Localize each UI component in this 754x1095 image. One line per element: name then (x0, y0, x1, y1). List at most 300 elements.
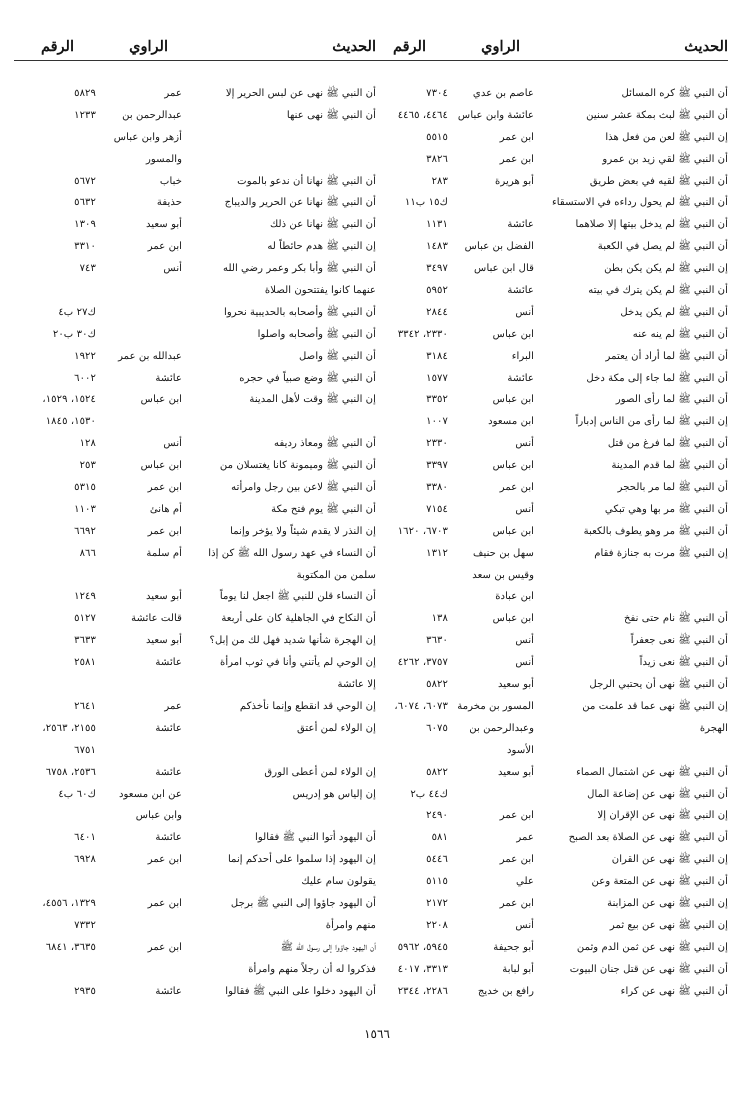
header-number: الرقم (40, 38, 74, 55)
hadith-number: ٢٨٤٤ (426, 306, 448, 318)
hadith-text: أن النبي ﷺ لم ينه عنه (632, 328, 728, 340)
header-narrator: الراوي (481, 38, 520, 55)
hadith-number: ٦٠٧٣، ٦٠٧٤، (394, 700, 448, 712)
hadith-number: ٢٩٣٥ (74, 985, 96, 997)
hadith-text: إن الوحي قد انقطع وإنما نأخذكم (239, 700, 376, 712)
hadith-number: ٢٦٤١ (74, 700, 96, 712)
narrator-name: أبو سعيد (145, 591, 182, 603)
hadith-number: ٣٣١٠ (74, 241, 96, 253)
index-row (14, 696, 376, 718)
hadith-rows (366, 83, 728, 1002)
index-row (14, 543, 376, 565)
hadith-text: أن النبي ﷺ لم يدخل بيتها إلا صلاهما (575, 219, 728, 231)
narrator-name: وعبدالرحمن بن (469, 722, 534, 734)
index-row (14, 192, 376, 214)
hadith-number: ١٤٨٣ (426, 241, 448, 253)
hadith-text: أن النكاح في الجاهلية كان على أربعة (221, 613, 376, 625)
hadith-text: أن النبي ﷺ لم يحول رداءه في الاستسقاء (552, 197, 728, 209)
narrator-name: عائشة (155, 832, 182, 844)
narrator-name: أم هانئ (149, 503, 182, 515)
hadith-text: أن النبي ﷺ نام حتى نفخ (623, 613, 728, 625)
narrator-name: علي (516, 876, 534, 888)
hadith-text: إن النذر لا يقدم شيئاً ولا يؤخر وإنما (230, 525, 376, 537)
hadith-text: أن اليهود دخلوا على النبي ﷺ فقالوا (225, 985, 376, 997)
hadith-text: يقولون سام عليك (301, 876, 376, 888)
index-row (366, 586, 728, 608)
hadith-number: ١٢٨ (79, 438, 96, 450)
index-row (14, 411, 376, 433)
hadith-number: ١٠٠٧ (426, 416, 448, 428)
index-row (14, 674, 376, 696)
narrator-name: عائشة (507, 372, 534, 384)
index-row (14, 171, 376, 193)
narrator-name: أم سلمة (146, 547, 182, 559)
index-row (366, 149, 728, 171)
column-header (366, 36, 728, 61)
narrator-name: ابن عمر (147, 897, 182, 909)
hadith-text: أن النبي ﷺ لما فرغ من قتل (607, 438, 728, 450)
hadith-text: أن اليهود جاؤوا إلى رسول الله ﷺ (280, 941, 376, 953)
hadith-number: ١٣٨ (431, 613, 448, 625)
hadith-text: أن النبي ﷺ لبث بمكة عشر سنين (586, 109, 728, 121)
index-row (366, 433, 728, 455)
index-row (366, 805, 728, 827)
hadith-number: ٥٩٤٥، ٥٩٦٢ (397, 941, 448, 953)
index-row (366, 83, 728, 105)
narrator-name: ابن عمر (499, 482, 534, 494)
hadith-number: ٨٦٦ (79, 547, 96, 559)
hadith-number: ١٢٣٣ (74, 109, 96, 121)
narrator-name: أنس (515, 438, 534, 450)
hadith-text: إن النبي ﷺ نهى عن المزابنة (607, 897, 728, 909)
hadith-number: ٦٠٠٢ (74, 372, 96, 384)
hadith-text: أن النبي ﷺ لما مر بالحجر (617, 482, 728, 494)
hadith-number: ك٢٧ ب٤ (58, 306, 96, 318)
narrator-name: ابن عمر (499, 153, 534, 165)
hadith-number: ك١٥ ب١١ (404, 197, 448, 209)
narrator-name: الفضل بن عباس (464, 241, 534, 253)
index-row (14, 608, 376, 630)
index-row (14, 740, 376, 762)
hadith-text: أن اليهود أتوا النبي ﷺ فقالوا (255, 832, 376, 844)
column-header (14, 36, 376, 61)
narrator-name: حذيفة (156, 197, 182, 209)
hadith-text: إن اليهود إذا سلموا على أحدكم إنما (227, 854, 376, 866)
narrator-name: رافع بن خديج (477, 985, 534, 997)
narrator-name: ابن عباس (492, 394, 534, 406)
index-row (14, 499, 376, 521)
hadith-text: أن النبي ﷺ نهى عن إضاعة المال (587, 788, 728, 800)
narrator-name: أنس (515, 635, 534, 647)
narrator-name: عائشة (507, 219, 534, 231)
hadith-text: إلا عائشة (337, 679, 376, 691)
narrator-name: سهل بن حنيف (472, 547, 534, 559)
hadith-number: ٥١١٥ (426, 876, 448, 888)
index-row (366, 674, 728, 696)
index-row (14, 915, 376, 937)
index-row (366, 608, 728, 630)
narrator-name: والمسور (145, 153, 182, 165)
hadith-text: إن النبي ﷺ نهى عن القران (611, 854, 728, 866)
hadith-number: ٦٠٧٥ (426, 722, 448, 734)
hadith-number: ٢١٧٢ (426, 897, 448, 909)
hadith-number: ٢٥٨١ (74, 657, 96, 669)
narrator-name: ابن عمر (147, 941, 182, 953)
hadith-text: إن النبي ﷺ نهى عما قد علمت من (582, 700, 728, 712)
narrator-name: أنس (515, 919, 534, 931)
hadith-number: ٥٨٢٢ (426, 766, 448, 778)
hadith-text: أن النبي ﷺ وأبا بكر وعمر رضي الله (223, 263, 376, 275)
index-row (14, 302, 376, 324)
index-row (14, 105, 376, 127)
index-row (14, 83, 376, 105)
index-row (14, 368, 376, 390)
hadith-number: ٣٧٥٧، ٤٢٦٢ (397, 657, 448, 669)
index-row (14, 805, 376, 827)
hadith-number: ٥١٢٧ (74, 613, 96, 625)
narrator-name: أبو جحيفة (493, 941, 534, 953)
narrator-name: ابن عباس (492, 328, 534, 340)
narrator-name: عائشة (155, 985, 182, 997)
narrator-name: عائشة (155, 722, 182, 734)
hadith-number: ٣٦٣٠ (426, 635, 448, 647)
index-row (366, 324, 728, 346)
index-row (14, 565, 376, 587)
index-row (14, 630, 376, 652)
narrator-name: عائشة (155, 372, 182, 384)
index-row (366, 871, 728, 893)
narrator-name: أزهر وابن عباس (113, 131, 182, 143)
hadith-number: ١٣٠٩ (74, 219, 96, 231)
index-row (14, 149, 376, 171)
index-row (366, 171, 728, 193)
hadith-text: إن النبي ﷺ لم يكن يكن بطن (604, 263, 728, 275)
hadith-rows (14, 83, 376, 1002)
index-row (366, 718, 728, 740)
index-row (14, 981, 376, 1003)
hadith-text: أن النبي ﷺ لم يكن يترك في بيته (588, 285, 728, 297)
hadith-number: ١٩٢٢ (74, 350, 96, 362)
index-row (14, 652, 376, 674)
index-row (14, 455, 376, 477)
header-hadith: الحديث (684, 38, 728, 55)
hadith-number: ٥٨١ (431, 832, 448, 844)
hadith-text: أن النبي ﷺ نهى عن قتل جنان البيوت (569, 963, 728, 975)
index-row (14, 521, 376, 543)
hadith-text: أن النبي ﷺ واصل (298, 350, 376, 362)
index-row (14, 214, 376, 236)
index-row (366, 455, 728, 477)
index-row (366, 302, 728, 324)
index-row (366, 740, 728, 762)
hadith-text: أن النبي ﷺ لما رأى الصور (615, 394, 728, 406)
narrator-name: ابن عمر (499, 854, 534, 866)
page-number: ١٥٦٦ (364, 1027, 390, 1041)
hadith-text: أن النساء قلن للنبي ﷺ اجعل لنا يوماً (219, 591, 376, 603)
narrator-name: عائشة (155, 766, 182, 778)
right-column (366, 36, 728, 1002)
hadith-number: ٢٥٣ (79, 460, 96, 472)
header-hadith: الحديث (332, 38, 376, 55)
index-row (14, 280, 376, 302)
hadith-number: ٥٤٤٦ (426, 854, 448, 866)
narrator-name: أبو سعيد (145, 635, 182, 647)
hadith-text: أن النبي ﷺ نهى أن يحتبي الرجل (589, 679, 728, 691)
hadith-number: ٥٨٢٢ (426, 679, 448, 691)
hadith-number: ٢٢٨٦، ٢٣٤٤ (397, 985, 448, 997)
hadith-text: إن النبي ﷺ لعن من فعل هذا (605, 131, 728, 143)
hadith-number: ٣٣١٣، ٤٠١٧ (397, 963, 448, 975)
header-narrator: الراوي (129, 38, 168, 55)
hadith-text: أن النبي ﷺ ومعاذ رديفه (274, 438, 376, 450)
narrator-name: ابن عباس (140, 460, 182, 472)
index-row (14, 849, 376, 871)
narrator-name: أنس (515, 306, 534, 318)
narrator-name: ابن عمر (499, 131, 534, 143)
hadith-number: ٥٨٢٩ (74, 88, 96, 99)
hadith-text: أن النبي ﷺ نهى عن لبس الحرير إلا (225, 88, 376, 99)
index-row (366, 214, 728, 236)
narrator-name: أنس (515, 657, 534, 669)
hadith-number: ٥٥١٥ (426, 131, 448, 143)
hadith-text: أن النبي ﷺ نهانا عن الحرير والديباج (224, 197, 376, 209)
hadith-text: أن النبي ﷺ لم يكن يدخل (620, 306, 728, 318)
narrator-name: وابن عباس (135, 810, 182, 822)
hadith-text: أن النبي ﷺ نهى عنها (286, 109, 376, 121)
hadith-number: ٧٣٣٢ (74, 919, 96, 931)
hadith-number: ٣٤٩٧ (426, 263, 448, 275)
hadith-text: أن النبي ﷺ وضع صبياً في حجره (239, 372, 376, 384)
hadith-number: ٥٦٧٢ (74, 175, 96, 187)
index-row (366, 937, 728, 959)
hadith-text: إن إلياس هو إدريس (292, 788, 376, 800)
hadith-text: أن النبي ﷺ مر بها وهي تبكي (604, 503, 728, 515)
index-row (366, 565, 728, 587)
hadith-text: أن النبي ﷺ نهى عن اشتمال الصماء (576, 766, 728, 778)
hadith-text: إن النبي ﷺ نهى عن بيع ثمر (609, 919, 728, 931)
index-row (366, 346, 728, 368)
hadith-text: إن النبي ﷺ وقت لأهل المدينة (249, 394, 376, 406)
hadith-text: أن اليهود جاؤوا إلى النبي ﷺ برجل (230, 897, 376, 909)
narrator-name: ابن عمر (147, 854, 182, 866)
hadith-text: إن الوحي لم يأتني وأنا في ثوب امرأة (219, 657, 376, 669)
hadith-number: ٦٧٥١ (74, 744, 96, 756)
narrator-name: عاصم بن عدي (472, 88, 534, 99)
hadith-number: ٢٣٣٠ (426, 438, 448, 450)
hadith-number: ٦٤٠١ (74, 832, 96, 844)
header-number: الرقم (392, 38, 426, 55)
hadith-text: أن النبي ﷺ نعى جعفراً (630, 635, 728, 647)
hadith-text: أن النبي ﷺ وميمونة كانا يغتسلان من (219, 460, 376, 472)
index-row (14, 827, 376, 849)
hadith-text: أن النبي ﷺ يوم فتح مكة (271, 503, 376, 515)
index-row (366, 893, 728, 915)
hadith-text: أن النبي ﷺ وأصحابه واصلوا (257, 328, 376, 340)
hadith-number: ٥٦٣٢ (74, 197, 96, 209)
narrator-name: عائشة وابن عباس (457, 109, 534, 121)
hadith-number: ٧٣٠٤ (426, 88, 448, 99)
hadith-number: ٢٢٠٨ (426, 919, 448, 931)
narrator-name: ابن عباس (492, 460, 534, 472)
hadith-number: ٣٨٢٦ (426, 153, 448, 165)
narrator-name: أبو سعيد (145, 219, 182, 231)
narrator-name: ابن عمر (147, 482, 182, 494)
hadith-number: ٢٥٣٦، ٦٧٥٨ (45, 766, 96, 778)
narrator-name: عمر (516, 832, 534, 844)
index-row (366, 915, 728, 937)
index-row (366, 762, 728, 784)
hadith-number: ١٥٢٤، ١٥٢٩، (42, 394, 96, 406)
index-row (366, 236, 728, 258)
hadith-number: ك٤٤ ب٢ (410, 788, 448, 800)
left-column (14, 36, 376, 1002)
hadith-number: ك٣٠ ب٢٠ (52, 328, 96, 340)
hadith-number: ٧٤٣ (79, 263, 96, 275)
hadith-number: ١٥٣٠، ١٨٤٥ (45, 416, 96, 428)
hadith-text: إن الولاء لمن أعتق (296, 722, 376, 734)
index-row (366, 127, 728, 149)
index-row (366, 477, 728, 499)
index-row (366, 543, 728, 565)
hadith-number: ٢٣٣٠، ٣٣٤٢ (397, 328, 448, 340)
hadith-text: أن النبي ﷺ مر وهو يطوف بالكعبة (583, 525, 728, 537)
hadith-text: أن النبي ﷺ لقيه في بعض طريق (589, 175, 728, 187)
hadith-number: ١١٣١ (426, 219, 448, 231)
index-row (366, 630, 728, 652)
hadith-text: إن النبي ﷺ نهى عن الإقران إلا (597, 810, 728, 822)
index-row (14, 718, 376, 740)
narrator-name: البراء (511, 350, 534, 362)
hadith-number: ٣٣٨٠ (426, 482, 448, 494)
narrator-name: أبو سعيد (497, 679, 534, 691)
index-row (14, 937, 376, 959)
narrator-name: الأسود (507, 744, 534, 756)
narrator-name: ابن عمر (499, 897, 534, 909)
hadith-number: ٢٨٣ (431, 175, 448, 187)
index-row (14, 389, 376, 411)
hadith-number: ٥٣١٥ (74, 482, 96, 494)
hadith-text: عنهما كانوا يفتتحون الصلاة (264, 285, 376, 297)
hadith-text: سلمن من المكتوبة (296, 569, 376, 581)
hadith-text: فذكروا له أن رجلاً منهم وامرأة (248, 963, 376, 975)
hadith-number: ١٢٤٩ (74, 591, 96, 603)
narrator-name: عمر (164, 88, 182, 99)
hadith-text: أن النبي ﷺ نهانا عن ذلك (269, 219, 376, 231)
index-row (14, 324, 376, 346)
index-row (366, 105, 728, 127)
hadith-number: ٦٧٠٣، ١٦٢٠ (397, 525, 448, 537)
hadith-number: ١٣١٢ (426, 547, 448, 559)
narrator-name: عبدالله بن عمر (118, 350, 182, 362)
hadith-number: ٥٩٥٢ (426, 285, 448, 297)
narrator-name: عن ابن مسعود (119, 788, 182, 800)
hadith-number: ٦٦٩٢ (74, 525, 96, 537)
index-row (366, 959, 728, 981)
hadith-text: إن الهجرة شأنها شديد فهل لك من إبل؟ (209, 635, 376, 647)
hadith-number: ٢١٥٥، ٢٥٦٣، (42, 722, 96, 734)
index-row (14, 258, 376, 280)
narrator-name: وقيس بن سعد (472, 569, 534, 581)
hadith-text: منهم وامرأة (325, 919, 376, 931)
index-row (366, 389, 728, 411)
hadith-text: أن النبي ﷺ لما قدم المدينة (611, 460, 728, 472)
narrator-name: عبدالرحمن بن (122, 109, 182, 121)
index-row (366, 827, 728, 849)
index-row (366, 981, 728, 1003)
hadith-text: أن النبي ﷺ نهى عن كراء (620, 985, 728, 997)
narrator-name: أبو هريرة (495, 175, 534, 187)
index-row (366, 521, 728, 543)
narrator-name: ابن عبادة (495, 591, 534, 603)
narrator-name: أبو سعيد (497, 766, 534, 778)
index-row (14, 871, 376, 893)
hadith-text: إن النبي ﷺ هدم حائطاً له (267, 241, 376, 253)
index-row (14, 127, 376, 149)
hadith-number: ١٣٢٩، ٤٥٥٦، (42, 897, 96, 909)
hadith-text: الهجرة (699, 722, 728, 734)
index-row (366, 368, 728, 390)
hadith-number: ك٦٠ ب٤ (58, 788, 96, 800)
index-row (14, 893, 376, 915)
narrator-name: ابن عمر (147, 525, 182, 537)
hadith-number: ٣٦٣٣ (74, 635, 96, 647)
index-row (366, 499, 728, 521)
hadith-text: إن النبي ﷺ مرت به جنازة فقام (594, 547, 728, 559)
index-row (366, 784, 728, 806)
hadith-number: ٤٤٦٤، ٤٤٦٥ (397, 109, 448, 121)
index-row (366, 258, 728, 280)
index-row (366, 696, 728, 718)
hadith-number: ٣٣٥٢ (426, 394, 448, 406)
index-row (366, 280, 728, 302)
hadith-number: ٦٩٢٨ (74, 854, 96, 866)
narrator-name: ابن عمر (499, 810, 534, 822)
narrator-name: ابن مسعود (488, 416, 534, 428)
narrator-name: أبو لبابة (502, 963, 534, 975)
narrator-name: أنس (515, 503, 534, 515)
index-row (14, 346, 376, 368)
narrator-name: المسور بن مخرمة (457, 700, 534, 712)
index-row (14, 433, 376, 455)
hadith-text: أن النبي ﷺ لاعن بين رجل وامرأته (231, 482, 376, 494)
hadith-text: أن النساء في عهد رسول الله ﷺ كن إذا (208, 547, 376, 559)
narrator-name: أنس (163, 438, 182, 450)
index-row (366, 192, 728, 214)
hadith-text: أن النبي ﷺ نعى زيداً (639, 657, 728, 669)
hadith-text: إن النبي ﷺ لما رأى من الناس إدباراً (575, 416, 728, 428)
index-row (14, 959, 376, 981)
index-row (14, 784, 376, 806)
index-row (14, 586, 376, 608)
hadith-number: ٣١٨٤ (426, 350, 448, 362)
index-row (366, 652, 728, 674)
hadith-text: أن النبي ﷺ كره المسائل (621, 88, 728, 99)
hadith-text: إن النبي ﷺ نهى عن ثمن الدم وثمن (576, 941, 728, 953)
hadith-text: أن النبي ﷺ وأصحابه بالحديبية نحروا (224, 306, 376, 318)
hadith-number: ٣٦٣٥، ٦٨٤١ (45, 941, 96, 953)
hadith-number: ١٥٧٧ (426, 372, 448, 384)
narrator-name: عائشة (155, 657, 182, 669)
hadith-text: أن النبي ﷺ لقي زيد بن عمرو (602, 153, 728, 165)
index-row (14, 236, 376, 258)
hadith-number: ١١٠٣ (74, 503, 96, 515)
hadith-text: إن الولاء لمن أعطى الورق (264, 766, 376, 778)
narrator-name: خباب (159, 175, 182, 187)
hadith-text: أن النبي ﷺ نهى عن المتعة وعن (591, 876, 728, 888)
narrator-name: قالت عائشة (131, 613, 182, 625)
hadith-text: أن النبي ﷺ لما أراد أن يعتمر (605, 350, 728, 362)
narrator-name: ابن عباس (492, 613, 534, 625)
